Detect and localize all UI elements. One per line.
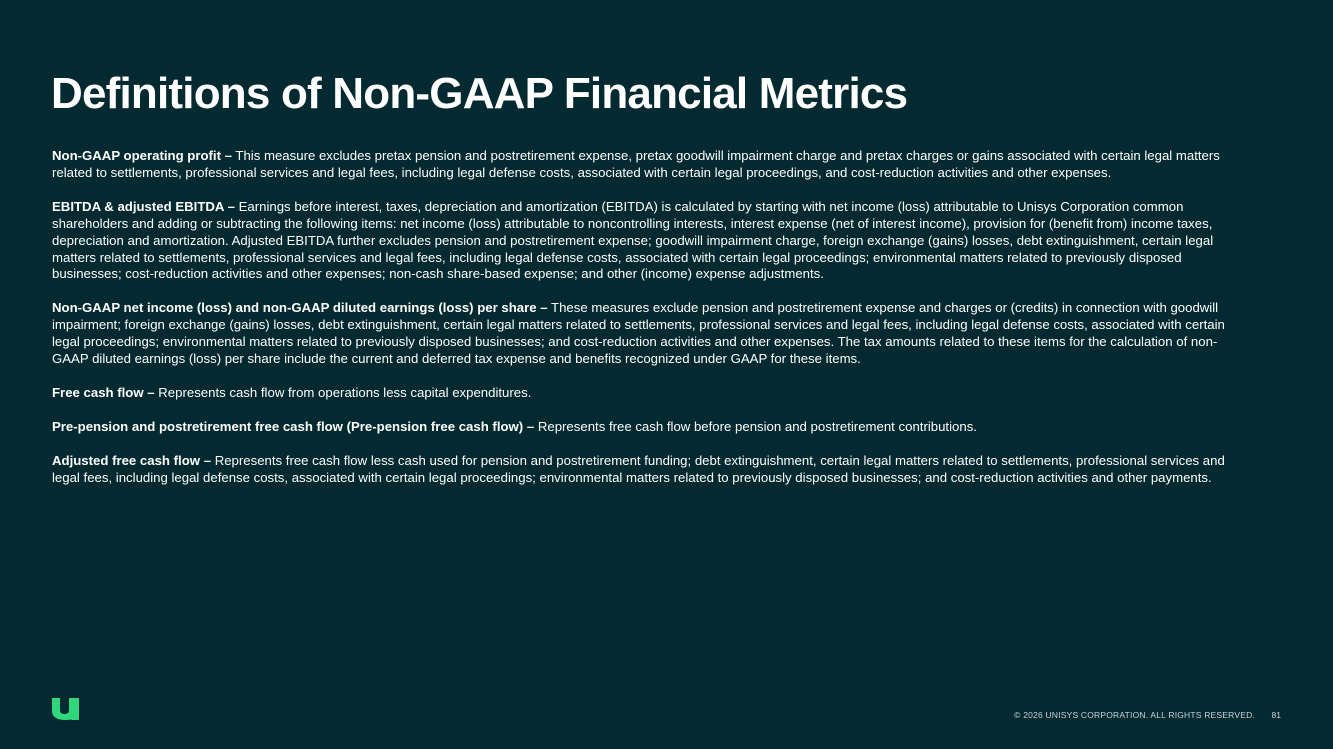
definition-term: EBITDA & adjusted EBITDA – <box>52 198 235 214</box>
definition-text: These measures exclude pension and postretirement expense and charges or (credits) in connection with goodwill impairment; foreign exchange (gains) losses, debt extinguishment, certain legal matters related to settlements, professional services and legal fees, including legal defense costs, associated with certain legal proceedings; environmental matters related to previously disposed businesses; and cost-reduction activities and other expenses. The tax amounts related to these items for the calculation of non-GAAP diluted earnings (loss) per share include the current and deferred tax expense and benefits recognized under GAAP for these items. <box>52 300 1225 367</box>
definition-text: Represents free cash flow less cash used for pension and postretirement funding; debt extinguishment, certain legal matters related to settlements, professional services and legal fees, including legal defense costs, associated with certain legal proceedings; environmental matters related to previously disposed businesses; and cost-reduction activities and other payments. <box>52 452 1225 485</box>
definition-non-gaap-net-income <box>52 300 1242 368</box>
copyright-notice: © 2026 UNISYS CORPORATION. ALL RIGHTS RESERVED. <box>1014 710 1255 720</box>
definition-adjusted-free-cash-flow <box>52 453 1242 487</box>
definition-term: Free cash flow – <box>52 384 155 400</box>
definition-text: Represents cash flow from operations less capital expenditures. <box>154 384 532 400</box>
definition-term: Pre-pension and postretirement free cash flow (Pre-pension free cash flow) – <box>52 418 535 434</box>
definition-free-cash-flow <box>52 385 1242 402</box>
unisys-u-logo-icon <box>52 698 79 720</box>
definition-pre-pension-free-cash-flow <box>52 419 1242 436</box>
definition-term: Non-GAAP net income (loss) and non-GAAP diluted earnings (loss) per share – <box>52 300 548 316</box>
page-number: 81 <box>1271 710 1281 720</box>
definitions-list <box>52 148 1242 504</box>
definition-text: Earnings before interest, taxes, depreciation and amortization (EBITDA) is calculated by starting with net income (loss) attributable to Unisys Corporation common shareholders and adding or subtracting the following items: net income (loss) attributable to noncontrolling interests, interest expense (net of interest income), provision for (benefit from) income taxes, depreciation and amortization. Adjusted EBITDA further excludes pension and postretirement expense; goodwill impairment charge, foreign exchange (gains) losses, debt extinguishment, certain legal matters related to settlements, professional services and legal fees, including legal defense costs, associated with certain legal proceedings; environmental matters related to previously disposed businesses; cost-reduction activities and other expenses; non-cash share-based expense; and other (income) expense adjustments. <box>52 198 1214 282</box>
definition-text: Represents free cash flow before pension and postretirement contributions. <box>534 418 977 434</box>
slide-title: Definitions of Non-GAAP Financial Metrics <box>51 69 908 118</box>
definition-ebitda <box>52 199 1242 284</box>
definition-non-gaap-operating-profit <box>52 148 1242 182</box>
definition-term: Non-GAAP operating profit – <box>52 148 232 163</box>
definition-text: This measure excludes pretax pension and postretirement expense, pretax goodwill impairment charge and pretax charges or gains associated with certain legal matters related to settlements, professional services and legal fees, including legal defense costs, associated with certain legal proceedings, and cost-reduction activities and other expenses. <box>52 148 1220 180</box>
definition-term: Adjusted free cash flow – <box>52 452 212 468</box>
